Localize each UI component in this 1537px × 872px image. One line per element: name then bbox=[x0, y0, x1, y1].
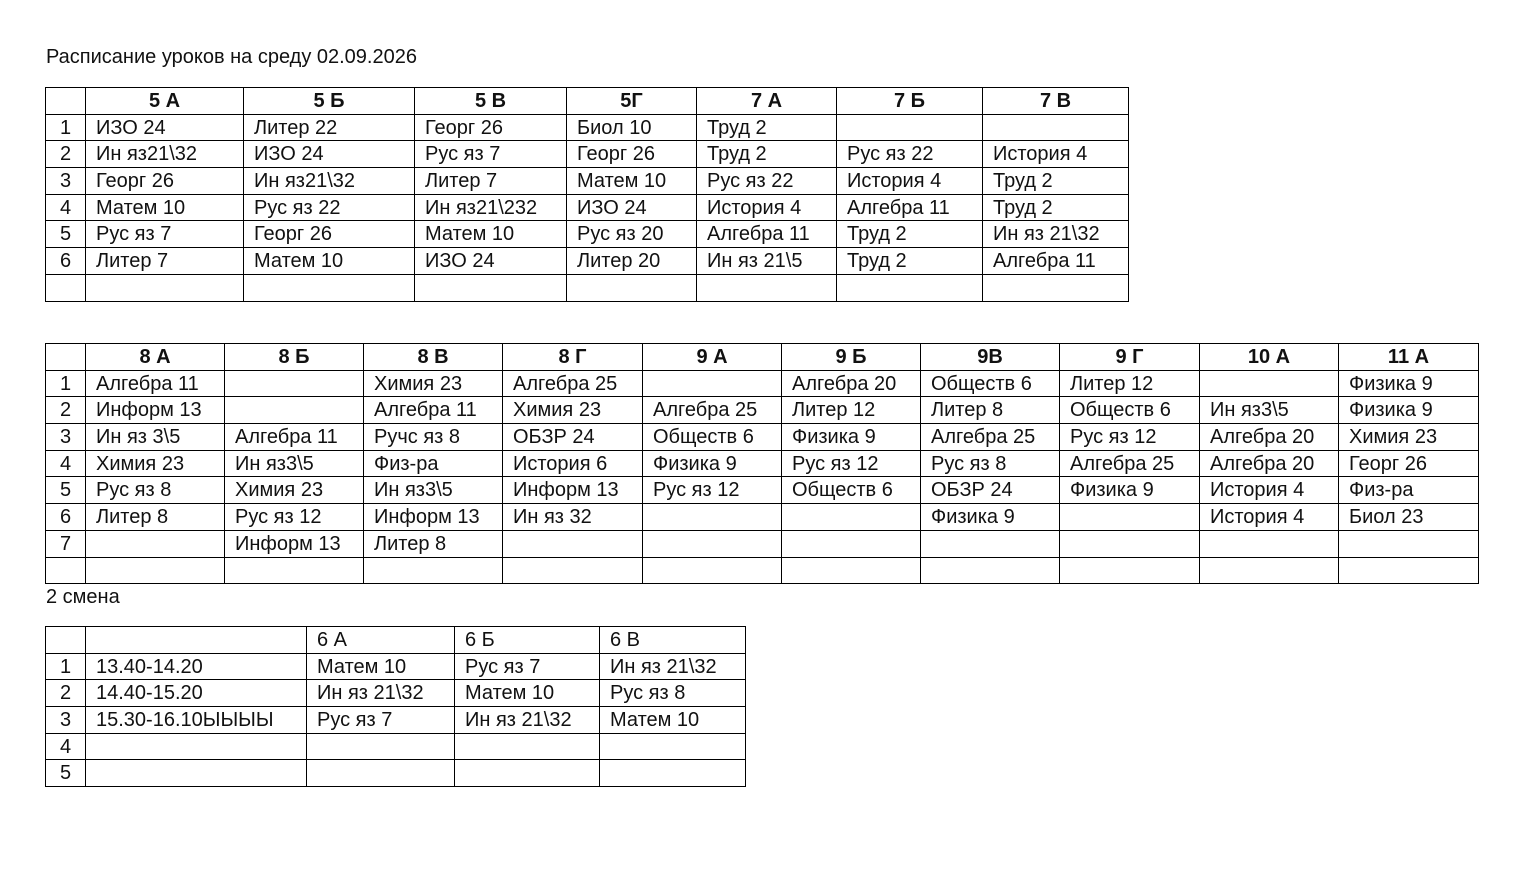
lesson-cell: ИЗО 24 bbox=[567, 194, 697, 221]
lesson-cell: Ин яз 21\32 bbox=[983, 221, 1129, 248]
lesson-cell: Рус яз 8 bbox=[921, 450, 1060, 477]
table-row bbox=[46, 707, 746, 734]
lesson-cell: История 4 bbox=[697, 194, 837, 221]
lesson-cell: Труд 2 bbox=[697, 114, 837, 141]
lesson-cell: Химия 23 bbox=[225, 477, 364, 504]
lesson-cell: Труд 2 bbox=[837, 248, 983, 275]
lesson-cell: Труд 2 bbox=[983, 194, 1129, 221]
lesson-cell bbox=[983, 274, 1129, 301]
lesson-cell: Георг 26 bbox=[567, 141, 697, 168]
lesson-cell bbox=[455, 733, 600, 760]
class-header-cell: 8 Б bbox=[225, 344, 364, 371]
lesson-cell: Алгебра 25 bbox=[503, 370, 643, 397]
table-row bbox=[46, 450, 1479, 477]
page-title: Расписание уроков на среду 02.09.2026 bbox=[46, 46, 417, 68]
lesson-cell: Литер 12 bbox=[1060, 370, 1200, 397]
class-header-cell: 9 Б bbox=[782, 344, 921, 371]
lesson-cell bbox=[86, 760, 307, 787]
lesson-cell: Ручс яз 8 bbox=[364, 424, 503, 451]
lesson-cell bbox=[364, 557, 503, 584]
table-row bbox=[46, 114, 1129, 141]
lesson-cell bbox=[1200, 530, 1339, 557]
lesson-cell bbox=[225, 370, 364, 397]
class-header-cell: 5 А bbox=[86, 88, 244, 115]
lesson-cell: История 4 bbox=[1200, 477, 1339, 504]
lesson-number-cell: 3 bbox=[46, 707, 86, 734]
lesson-cell: Химия 23 bbox=[86, 450, 225, 477]
lesson-cell bbox=[225, 557, 364, 584]
lesson-cell: 15.30-16.10ЫЫЫЫ bbox=[86, 707, 307, 734]
lesson-cell bbox=[225, 397, 364, 424]
lesson-number-cell: 1 bbox=[46, 370, 86, 397]
lesson-cell: Рус яз 22 bbox=[697, 168, 837, 195]
table-row bbox=[46, 653, 746, 680]
lesson-cell bbox=[244, 274, 415, 301]
lesson-cell: Физика 9 bbox=[782, 424, 921, 451]
lesson-cell: Химия 23 bbox=[364, 370, 503, 397]
lesson-cell: Матем 10 bbox=[455, 680, 600, 707]
lesson-cell bbox=[86, 530, 225, 557]
table-row bbox=[46, 397, 1479, 424]
lesson-cell bbox=[643, 504, 782, 531]
lesson-cell bbox=[1339, 530, 1479, 557]
lesson-cell: Труд 2 bbox=[697, 141, 837, 168]
table-row bbox=[46, 168, 1129, 195]
lesson-cell bbox=[415, 274, 567, 301]
lesson-cell: Рус яз 7 bbox=[307, 707, 455, 734]
lesson-cell: Ин яз 21\32 bbox=[600, 653, 746, 680]
class-header-cell: 5Г bbox=[567, 88, 697, 115]
class-header-cell: 9В bbox=[921, 344, 1060, 371]
lesson-cell: История 4 bbox=[1200, 504, 1339, 531]
lesson-cell: Матем 10 bbox=[86, 194, 244, 221]
class-header-cell: 11 А bbox=[1339, 344, 1479, 371]
table-row bbox=[46, 194, 1129, 221]
lesson-cell: Литер 8 bbox=[364, 530, 503, 557]
class-header-cell: 9 А bbox=[643, 344, 782, 371]
table-row bbox=[46, 424, 1479, 451]
lesson-cell: История 4 bbox=[983, 141, 1129, 168]
lesson-cell: Литер 22 bbox=[244, 114, 415, 141]
lesson-number-cell: 3 bbox=[46, 424, 86, 451]
lesson-cell: Рус яз 7 bbox=[86, 221, 244, 248]
lesson-cell: Матем 10 bbox=[307, 653, 455, 680]
lesson-cell: Георг 26 bbox=[415, 114, 567, 141]
table-row bbox=[46, 477, 1479, 504]
lesson-cell: Ин яз 3\5 bbox=[86, 424, 225, 451]
lesson-cell: ИЗО 24 bbox=[244, 141, 415, 168]
lesson-cell: Литер 8 bbox=[86, 504, 225, 531]
lesson-number-cell: 2 bbox=[46, 680, 86, 707]
lesson-cell: Георг 26 bbox=[1339, 450, 1479, 477]
lesson-cell bbox=[1200, 370, 1339, 397]
lesson-cell bbox=[1339, 557, 1479, 584]
lesson-cell: Алгебра 20 bbox=[782, 370, 921, 397]
schedule-table-5-7 bbox=[45, 87, 1129, 302]
class-header-cell: 6 Б bbox=[455, 627, 600, 654]
lesson-cell bbox=[600, 733, 746, 760]
lesson-cell: Матем 10 bbox=[567, 168, 697, 195]
lesson-cell: Ин яз 21\32 bbox=[455, 707, 600, 734]
lesson-cell: Физика 9 bbox=[1339, 397, 1479, 424]
lesson-cell: Рус яз 12 bbox=[1060, 424, 1200, 451]
lesson-cell bbox=[600, 760, 746, 787]
lesson-cell bbox=[307, 760, 455, 787]
lesson-cell bbox=[1060, 504, 1200, 531]
lesson-cell: Труд 2 bbox=[837, 221, 983, 248]
lesson-cell: Физика 9 bbox=[921, 504, 1060, 531]
lesson-cell: Физ-ра bbox=[1339, 477, 1479, 504]
class-header-cell bbox=[86, 627, 307, 654]
lesson-number-cell: 5 bbox=[46, 221, 86, 248]
lesson-cell: Ин яз21\32 bbox=[86, 141, 244, 168]
lesson-number-cell: 6 bbox=[46, 504, 86, 531]
lesson-cell: Рус яз 7 bbox=[455, 653, 600, 680]
lesson-cell: Алгебра 11 bbox=[983, 248, 1129, 275]
lesson-cell: Рус яз 7 bbox=[415, 141, 567, 168]
lesson-cell bbox=[1060, 530, 1200, 557]
lesson-cell: История 6 bbox=[503, 450, 643, 477]
lesson-cell: 14.40-15.20 bbox=[86, 680, 307, 707]
lesson-cell: Физика 9 bbox=[1339, 370, 1479, 397]
lesson-cell: Рус яз 12 bbox=[782, 450, 921, 477]
class-header-cell: 5 Б bbox=[244, 88, 415, 115]
lesson-cell: ОБЗР 24 bbox=[503, 424, 643, 451]
table-row bbox=[46, 370, 1479, 397]
lesson-cell bbox=[643, 557, 782, 584]
lesson-cell: Обществ 6 bbox=[643, 424, 782, 451]
lesson-cell: Алгебра 25 bbox=[921, 424, 1060, 451]
table-row bbox=[46, 221, 1129, 248]
lesson-cell bbox=[921, 557, 1060, 584]
lesson-cell: ИЗО 24 bbox=[86, 114, 244, 141]
lesson-cell: Физ-ра bbox=[364, 450, 503, 477]
table-row bbox=[46, 248, 1129, 275]
lesson-cell: Георг 26 bbox=[86, 168, 244, 195]
lesson-cell bbox=[921, 530, 1060, 557]
header-row bbox=[46, 627, 746, 654]
schedule-table-6-second-shift bbox=[45, 626, 746, 787]
lesson-cell: 13.40-14.20 bbox=[86, 653, 307, 680]
lesson-cell: Литер 20 bbox=[567, 248, 697, 275]
lesson-cell: Биол 23 bbox=[1339, 504, 1479, 531]
class-header-cell: 5 В bbox=[415, 88, 567, 115]
lesson-cell bbox=[782, 504, 921, 531]
lesson-cell: Ин яз 21\5 bbox=[697, 248, 837, 275]
lesson-cell: Рус яз 8 bbox=[600, 680, 746, 707]
table-row bbox=[46, 733, 746, 760]
lesson-number-cell: 4 bbox=[46, 194, 86, 221]
class-header-cell: 8 В bbox=[364, 344, 503, 371]
lesson-cell: Рус яз 22 bbox=[837, 141, 983, 168]
class-header-cell: 6 В bbox=[600, 627, 746, 654]
lesson-cell: Физика 9 bbox=[643, 450, 782, 477]
lesson-number-cell: 7 bbox=[46, 530, 86, 557]
lesson-cell: Алгебра 25 bbox=[643, 397, 782, 424]
table-row bbox=[46, 760, 746, 787]
lesson-cell: Ин яз3\5 bbox=[364, 477, 503, 504]
lesson-cell: Химия 23 bbox=[1339, 424, 1479, 451]
lesson-cell: Информ 13 bbox=[225, 530, 364, 557]
lesson-number-cell: 2 bbox=[46, 141, 86, 168]
lesson-cell: ИЗО 24 bbox=[415, 248, 567, 275]
lesson-cell bbox=[983, 114, 1129, 141]
lesson-cell bbox=[86, 274, 244, 301]
lesson-cell: Информ 13 bbox=[86, 397, 225, 424]
class-header-cell: 8 Г bbox=[503, 344, 643, 371]
lesson-cell bbox=[503, 530, 643, 557]
lesson-cell: Алгебра 11 bbox=[837, 194, 983, 221]
lesson-cell: Литер 8 bbox=[921, 397, 1060, 424]
lesson-cell bbox=[837, 114, 983, 141]
lesson-cell: Ин яз3\5 bbox=[225, 450, 364, 477]
second-shift-label: 2 смена bbox=[46, 586, 120, 608]
lesson-cell bbox=[503, 557, 643, 584]
lesson-cell bbox=[643, 530, 782, 557]
lesson-cell: Алгебра 11 bbox=[86, 370, 225, 397]
schedule-table-8-11 bbox=[45, 343, 1479, 584]
lesson-cell: Обществ 6 bbox=[1060, 397, 1200, 424]
lesson-number-cell: 5 bbox=[46, 760, 86, 787]
header-row bbox=[46, 88, 1129, 115]
table-row bbox=[46, 504, 1479, 531]
lesson-cell: Ин яз21\232 bbox=[415, 194, 567, 221]
table-row bbox=[46, 680, 746, 707]
lesson-cell: Рус яз 20 bbox=[567, 221, 697, 248]
lesson-cell bbox=[1200, 557, 1339, 584]
lesson-cell bbox=[782, 557, 921, 584]
lesson-cell: Матем 10 bbox=[415, 221, 567, 248]
lesson-cell: Труд 2 bbox=[983, 168, 1129, 195]
lesson-number-cell: 4 bbox=[46, 450, 86, 477]
table-row bbox=[46, 557, 1479, 584]
lesson-number-cell: 4 bbox=[46, 733, 86, 760]
table-row bbox=[46, 530, 1479, 557]
lesson-cell: Алгебра 20 bbox=[1200, 424, 1339, 451]
lesson-cell: ОБЗР 24 bbox=[921, 477, 1060, 504]
class-header-cell: 6 А bbox=[307, 627, 455, 654]
corner-header-cell bbox=[46, 88, 86, 115]
lesson-cell: Ин яз 21\32 bbox=[307, 680, 455, 707]
lesson-number-cell bbox=[46, 274, 86, 301]
lesson-number-cell: 3 bbox=[46, 168, 86, 195]
lesson-cell: История 4 bbox=[837, 168, 983, 195]
corner-header-cell bbox=[46, 344, 86, 371]
lesson-cell bbox=[455, 760, 600, 787]
header-row bbox=[46, 344, 1479, 371]
lesson-cell: Матем 10 bbox=[244, 248, 415, 275]
lesson-cell: Алгебра 20 bbox=[1200, 450, 1339, 477]
lesson-cell: Ин яз3\5 bbox=[1200, 397, 1339, 424]
lesson-cell: Химия 23 bbox=[503, 397, 643, 424]
class-header-cell: 7 Б bbox=[837, 88, 983, 115]
lesson-cell: Ин яз 32 bbox=[503, 504, 643, 531]
lesson-cell bbox=[837, 274, 983, 301]
lesson-cell: Рус яз 8 bbox=[86, 477, 225, 504]
lesson-cell: Литер 7 bbox=[415, 168, 567, 195]
class-header-cell: 7 А bbox=[697, 88, 837, 115]
lesson-cell: Обществ 6 bbox=[782, 477, 921, 504]
lesson-cell bbox=[782, 530, 921, 557]
lesson-cell: Информ 13 bbox=[364, 504, 503, 531]
lesson-cell: Литер 7 bbox=[86, 248, 244, 275]
lesson-number-cell: 6 bbox=[46, 248, 86, 275]
lesson-number-cell: 2 bbox=[46, 397, 86, 424]
lesson-cell: Рус яз 12 bbox=[225, 504, 364, 531]
lesson-cell: Алгебра 11 bbox=[225, 424, 364, 451]
lesson-cell bbox=[86, 733, 307, 760]
lesson-cell bbox=[567, 274, 697, 301]
lesson-number-cell: 1 bbox=[46, 653, 86, 680]
lesson-number-cell bbox=[46, 557, 86, 584]
lesson-cell: Матем 10 bbox=[600, 707, 746, 734]
lesson-cell: Биол 10 bbox=[567, 114, 697, 141]
lesson-cell: Рус яз 12 bbox=[643, 477, 782, 504]
lesson-cell: Алгебра 25 bbox=[1060, 450, 1200, 477]
lesson-cell bbox=[307, 733, 455, 760]
class-header-cell: 10 А bbox=[1200, 344, 1339, 371]
lesson-cell: Обществ 6 bbox=[921, 370, 1060, 397]
class-header-cell: 8 А bbox=[86, 344, 225, 371]
lesson-cell: Георг 26 bbox=[244, 221, 415, 248]
lesson-cell bbox=[1060, 557, 1200, 584]
lesson-cell: Алгебра 11 bbox=[364, 397, 503, 424]
lesson-cell: Информ 13 bbox=[503, 477, 643, 504]
lesson-number-cell: 5 bbox=[46, 477, 86, 504]
table-row bbox=[46, 141, 1129, 168]
lesson-cell: Рус яз 22 bbox=[244, 194, 415, 221]
lesson-cell: Алгебра 11 bbox=[697, 221, 837, 248]
corner-header-cell bbox=[46, 627, 86, 654]
lesson-cell bbox=[643, 370, 782, 397]
table-row bbox=[46, 274, 1129, 301]
lesson-cell: Физика 9 bbox=[1060, 477, 1200, 504]
lesson-cell: Ин яз21\32 bbox=[244, 168, 415, 195]
lesson-number-cell: 1 bbox=[46, 114, 86, 141]
class-header-cell: 9 Г bbox=[1060, 344, 1200, 371]
lesson-cell bbox=[697, 274, 837, 301]
lesson-cell: Литер 12 bbox=[782, 397, 921, 424]
class-header-cell: 7 В bbox=[983, 88, 1129, 115]
lesson-cell bbox=[86, 557, 225, 584]
